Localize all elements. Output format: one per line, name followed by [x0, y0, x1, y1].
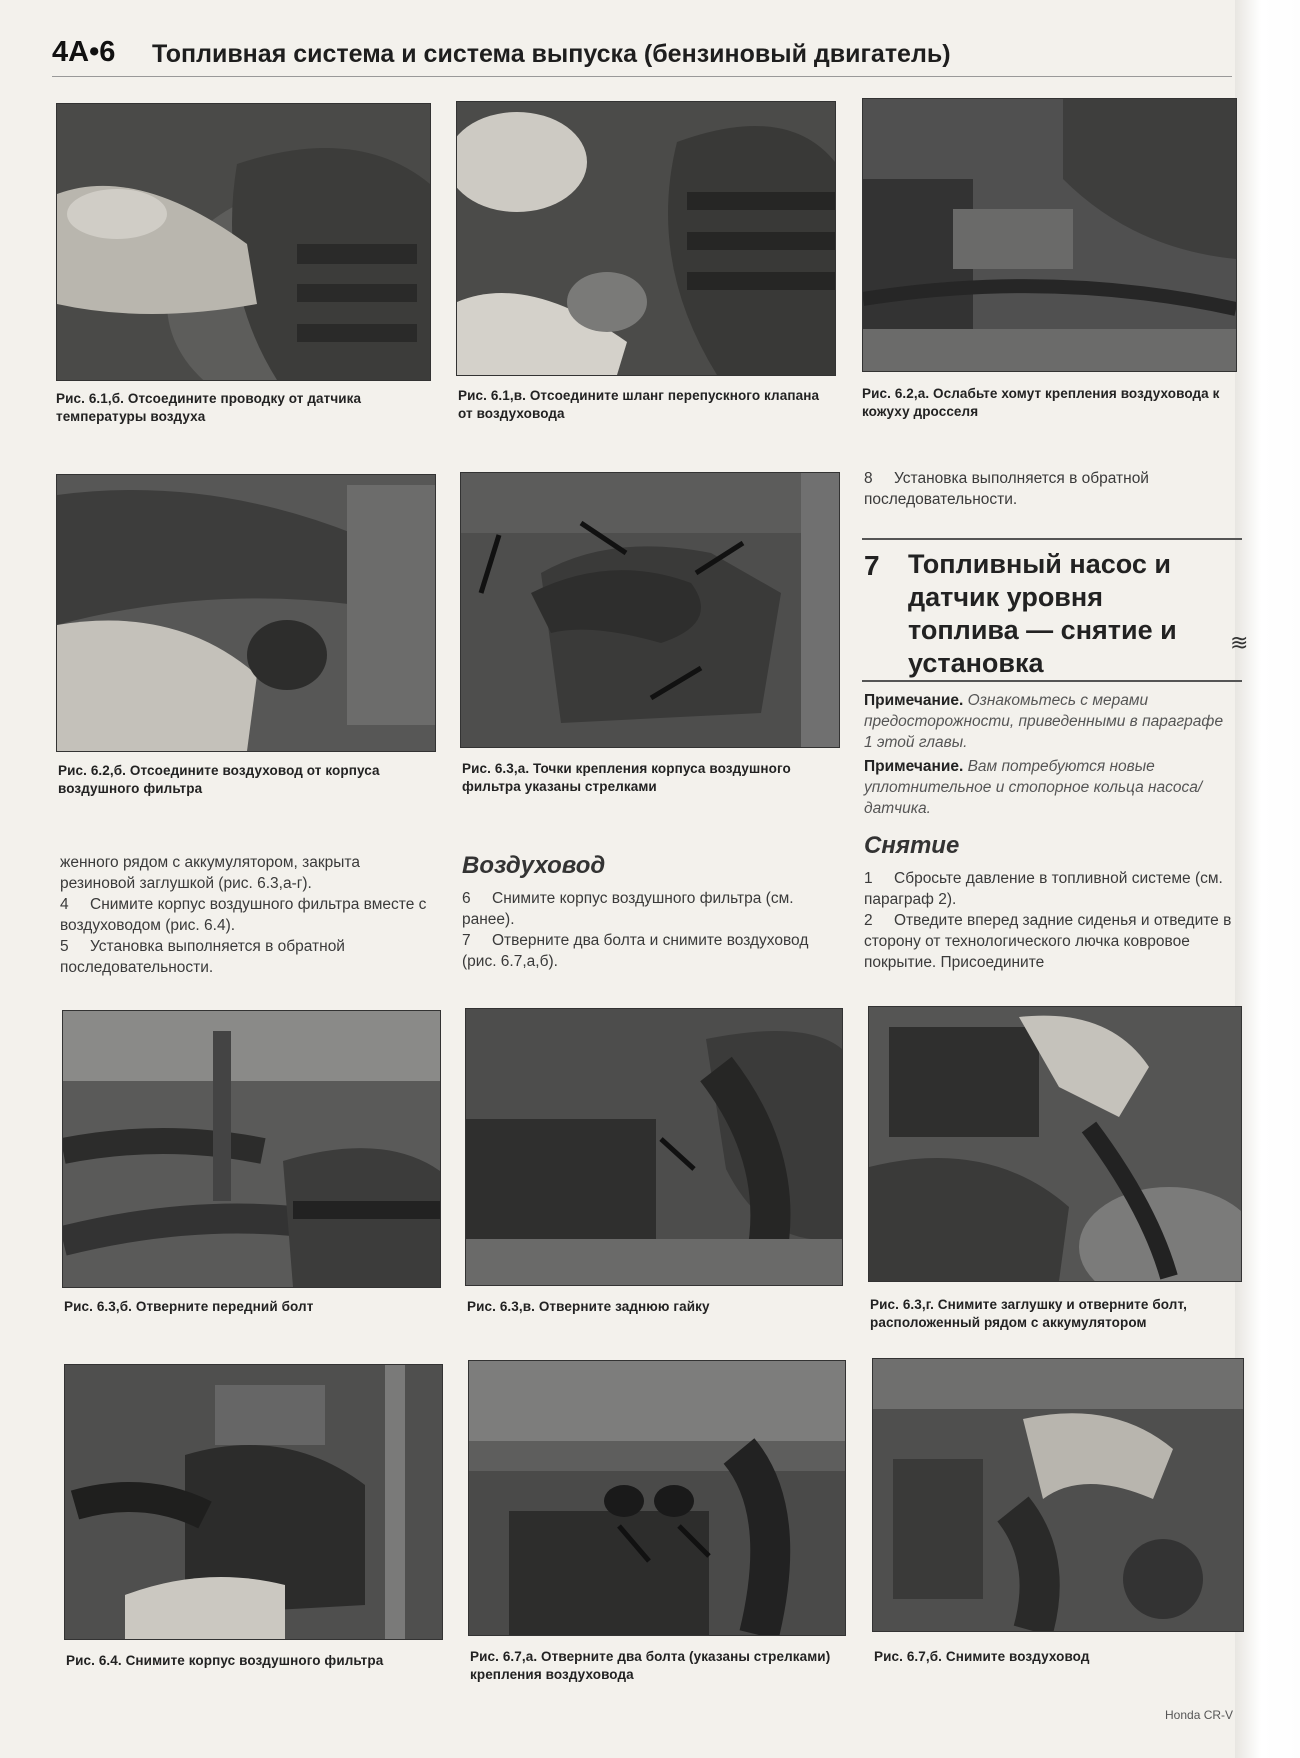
photo-fig-6-7b	[872, 1358, 1244, 1632]
page-title: Топливная система и система выпуска (бензиновый двигатель)	[152, 40, 951, 68]
chapter-heading	[862, 538, 1249, 680]
photo-fig-6-3v	[465, 1008, 843, 1286]
step2-text: Отведите вперед задние сиденья и отведите в сторону от технологического лючка ковровое покрытие. Присоедините	[864, 912, 1232, 971]
photo-fig-6-2a	[862, 98, 1237, 372]
step1-text: Сбросьте давление в топливной системе (см. параграф 2).	[864, 870, 1223, 908]
note2-text: Вам потребуются новые уплотнительное и стопорное кольца насоса/датчика.	[864, 758, 1203, 817]
photo-fig-6-3a	[460, 472, 840, 748]
step5-number: 5	[60, 938, 69, 955]
step1-number: 1	[864, 870, 873, 887]
col2-text	[462, 888, 840, 972]
step6-number: 6	[462, 890, 471, 907]
col1-line-2: резиновой заглушкой (рис. 6.3,а-г).	[60, 875, 312, 892]
caption-fig-6-1v: Рис. 6.1,в. Отсоедините шланг перепускного клапана от воздуховода	[458, 388, 820, 421]
caption-fig-6-3g: Рис. 6.3,г. Снимите заглушку и отверните болт, расположенный рядом с аккумулятором	[870, 1297, 1188, 1330]
step8-text: Установка выполняется в обратной последовательности.	[864, 470, 1149, 508]
photo-fig-6-1b	[56, 103, 431, 381]
step2-number: 2	[864, 912, 873, 929]
chapter-title: Топливный насос и датчик уровня топлива — снятие и установка	[908, 549, 1177, 678]
step7-text: Отверните два болта и снимите воздуховод (рис. 6.7,а,б).	[462, 932, 809, 970]
page-header	[52, 36, 1232, 77]
caption-fig-6-7b: Рис. 6.7,б. Снимите воздуховод	[874, 1649, 1090, 1664]
note-2	[864, 756, 1234, 819]
photo-fig-6-4	[64, 1364, 443, 1640]
chapter-rule	[862, 680, 1242, 682]
col1-line-1: женного рядом с аккумулятором, закрыта	[60, 854, 360, 871]
caption-fig-6-2a: Рис. 6.2,а. Ослабьте хомут крепления воздуховода к кожуху дросселя	[862, 386, 1220, 419]
caption-fig-6-1b: Рис. 6.1,б. Отсоедините проводку от датчика температуры воздуха	[56, 391, 362, 424]
step4-number: 4	[60, 896, 69, 913]
photo-fig-6-1v	[456, 101, 836, 376]
col1-text	[60, 852, 436, 978]
wrench-difficulty-icon: ≋	[1230, 630, 1249, 655]
caption-fig-6-3v: Рис. 6.3,в. Отверните заднюю гайку	[467, 1299, 710, 1314]
step8-number: 8	[864, 470, 873, 487]
chapter-number: 7	[864, 550, 880, 581]
note-1	[864, 690, 1234, 753]
note1-text: Ознакомьтесь с мерами предосторожности, приведенными в параграфе 1 этой главы.	[864, 692, 1224, 751]
photo-fig-6-2b	[56, 474, 436, 752]
caption-fig-6-2b: Рис. 6.2,б. Отсоедините воздуховод от корпуса воздушного фильтра	[58, 763, 380, 796]
caption-fig-6-7a: Рис. 6.7,а. Отверните два болта (указаны стрелками) крепления воздуховода	[470, 1649, 831, 1682]
photo-fig-6-3g	[868, 1006, 1242, 1282]
note2-label: Примечание.	[864, 758, 964, 775]
caption-fig-6-3a: Рис. 6.3,а. Точки крепления корпуса воздушного фильтра указаны стрелками	[462, 761, 791, 794]
photo-fig-6-7a	[468, 1360, 846, 1636]
page-number: 4A•6	[52, 36, 116, 68]
note1-label: Примечание.	[864, 692, 964, 709]
step7-number: 7	[462, 932, 471, 949]
section-title-removal: Снятие	[864, 832, 960, 859]
step5-text: Установка выполняется в обратной последовательности.	[60, 938, 345, 976]
photo-fig-6-3b	[62, 1010, 441, 1288]
step6-text: Снимите корпус воздушного фильтра (см. ранее).	[462, 890, 794, 928]
col3-step8	[864, 468, 1234, 510]
footer-label: Honda CR-V	[1165, 1708, 1234, 1722]
page-edge	[1235, 0, 1300, 1758]
section-title-air-duct: Воздуховод	[462, 852, 606, 879]
step4-text: Снимите корпус воздушного фильтра вместе с воздуховодом (рис. 6.4).	[60, 896, 427, 934]
caption-fig-6-4: Рис. 6.4. Снимите корпус воздушного фильтра	[66, 1653, 384, 1668]
col3-steps	[864, 868, 1234, 973]
caption-fig-6-3b: Рис. 6.3,б. Отверните передний болт	[64, 1299, 314, 1314]
